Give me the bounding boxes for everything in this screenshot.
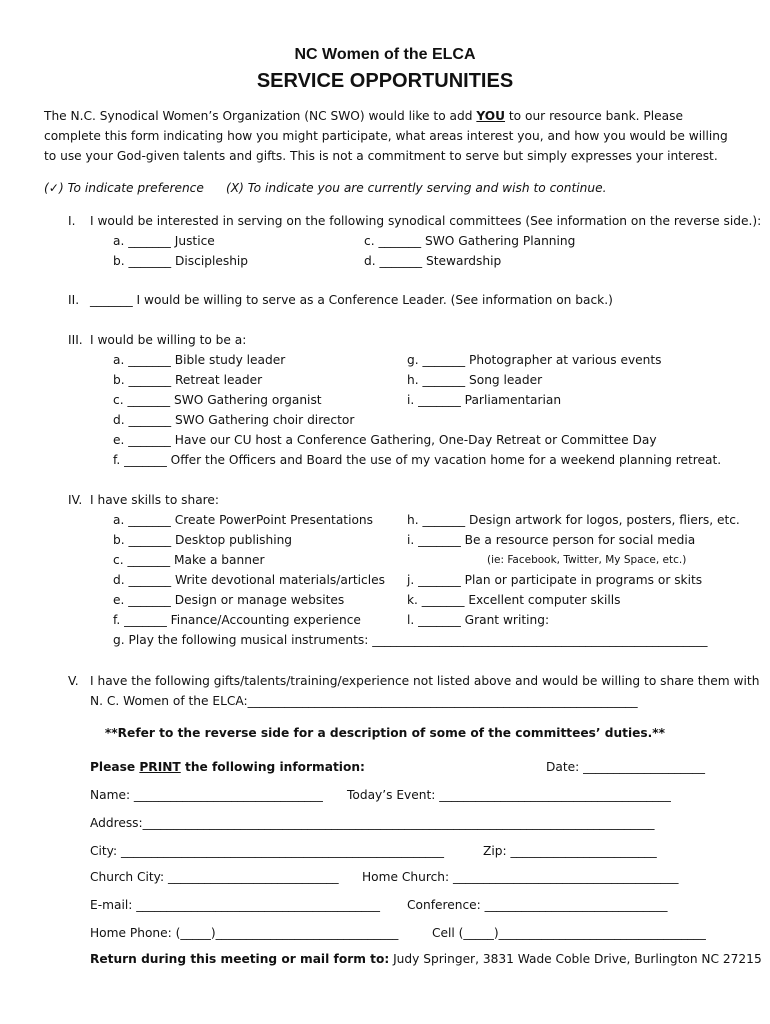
section-3-heading: I would be willing to be a: (90, 333, 247, 347)
section-2-item[interactable]: _______ I would be willing to serve as a Conference Leader. (See information on back.) (90, 293, 613, 307)
section-3-item-b[interactable]: b. _______ Retreat leader (113, 373, 263, 387)
home-phone-field[interactable]: Home Phone: (_____)______________________________ (90, 926, 399, 940)
section-4-item-l[interactable]: l. _______ Grant writing: (407, 613, 550, 627)
section-4-item-f[interactable]: f. _______ Finance/Accounting experience (113, 613, 361, 627)
intro-text-after: to our resource bank. Please complete this form indicating how you might participate, what areas interest you, and how you would be willing to use your God-given talents and gifts. This is not a commitment to serve but simply expresses your interest. (44, 109, 728, 163)
section-4-item-j[interactable]: j. _______ Plan or participate in programs or skits (407, 573, 703, 587)
section-4-number: IV. (68, 493, 83, 507)
return-instruction (90, 951, 762, 967)
section-3-item-i[interactable]: i. _______ Parliamentarian (407, 393, 562, 407)
section-4-item-i-note: (ie: Facebook, Twitter, My Space, etc.) (487, 554, 687, 566)
legend-check: (✓) To indicate preference (44, 181, 204, 195)
city-field[interactable]: City: _____________________________________________________ (90, 844, 444, 858)
section-4-item-i[interactable]: i. _______ Be a resource person for social media (407, 533, 696, 547)
section-3-item-e[interactable]: e. _______ Have our CU host a Conference Gathering, One-Day Retreat or Committee Day (113, 433, 657, 447)
conference-field[interactable]: Conference: ______________________________ (407, 898, 668, 912)
section-1-heading: I would be interested in serving on the following synodical committees (See information on the reverse side.): (90, 214, 762, 228)
section-1-number: I. (68, 214, 76, 228)
home-church-field[interactable]: Home Church: _____________________________________ (362, 870, 679, 884)
section-3-item-g[interactable]: g. _______ Photographer at various events (407, 353, 662, 367)
date-field[interactable]: Date: ____________________ (546, 760, 705, 774)
intro-text-before: The N.C. Synodical Women’s Organization (NC SWO) would like to add (44, 109, 477, 123)
return-label: Return during this meeting or mail form to: (90, 952, 390, 966)
section-1-item-c[interactable]: c. _______ SWO Gathering Planning (364, 234, 576, 248)
section-3-item-d[interactable]: d. _______ SWO Gathering choir director (113, 413, 355, 427)
section-1-item-a[interactable]: a. _______ Justice (113, 234, 215, 248)
print-instruction-emph: PRINT (139, 760, 181, 774)
section-4-item-d[interactable]: d. _______ Write devotional materials/articles (113, 573, 385, 587)
section-4-item-k[interactable]: k. _______ Excellent computer skills (407, 593, 621, 607)
todays-event-field[interactable]: Today’s Event: ______________________________________ (347, 788, 671, 802)
address-field[interactable]: Address:____________________________________________________________________________________ (90, 816, 655, 830)
section-4-item-b[interactable]: b. _______ Desktop publishing (113, 533, 293, 547)
section-2-number: II. (68, 293, 80, 307)
return-address: Judy Springer, 3831 Wade Coble Drive, Burlington NC 27215 (389, 952, 762, 966)
section-3-item-a[interactable]: a. _______ Bible study leader (113, 353, 286, 367)
section-3-number: III. (68, 333, 83, 347)
print-instruction (90, 759, 365, 775)
section-5-line-2[interactable]: N. C. Women of the ELCA:________________________________________________________________ (90, 694, 638, 708)
section-5-line-1: I have the following gifts/talents/training/experience not listed above and would be willing to share them with (90, 674, 760, 688)
section-3-item-h[interactable]: h. _______ Song leader (407, 373, 543, 387)
section-1-item-d[interactable]: d. _______ Stewardship (364, 254, 502, 268)
name-field[interactable]: Name: _______________________________ (90, 788, 323, 802)
legend-x: (X) To indicate you are currently serving and wish to continue. (226, 181, 607, 195)
church-city-field[interactable]: Church City: ____________________________ (90, 870, 339, 884)
section-4-heading: I have skills to share: (90, 493, 220, 507)
email-field[interactable]: E-mail: ________________________________________ (90, 898, 380, 912)
section-4-item-h[interactable]: h. _______ Design artwork for logos, posters, fliers, etc. (407, 513, 740, 527)
org-title: NC Women of the ELCA (294, 46, 476, 63)
zip-field[interactable]: Zip: ________________________ (483, 844, 657, 858)
print-instruction-post: the following information: (180, 760, 365, 774)
intro-emphasis: YOU (476, 109, 506, 123)
section-4-item-a[interactable]: a. _______ Create PowerPoint Presentations (113, 513, 373, 527)
section-3-item-f[interactable]: f. _______ Offer the Officers and Board the use of my vacation home for a weekend planning retreat. (113, 453, 722, 467)
refer-note: **Refer to the reverse side for a description of some of the committees’ duties.** (104, 726, 666, 740)
intro-paragraph (44, 106, 734, 166)
section-3-item-c[interactable]: c. _______ SWO Gathering organist (113, 393, 322, 407)
section-4-item-e[interactable]: e. _______ Design or manage websites (113, 593, 345, 607)
print-instruction-pre: Please (90, 760, 140, 774)
section-1-item-b[interactable]: b. _______ Discipleship (113, 254, 249, 268)
cell-field[interactable]: Cell (_____)__________________________________ (432, 926, 706, 940)
page-title: SERVICE OPPORTUNITIES (256, 70, 514, 92)
section-5-number: V. (68, 674, 79, 688)
section-4-item-c[interactable]: c. _______ Make a banner (113, 553, 265, 567)
section-4-item-g[interactable]: g. Play the following musical instruments: _______________________________________________________ (113, 633, 708, 647)
